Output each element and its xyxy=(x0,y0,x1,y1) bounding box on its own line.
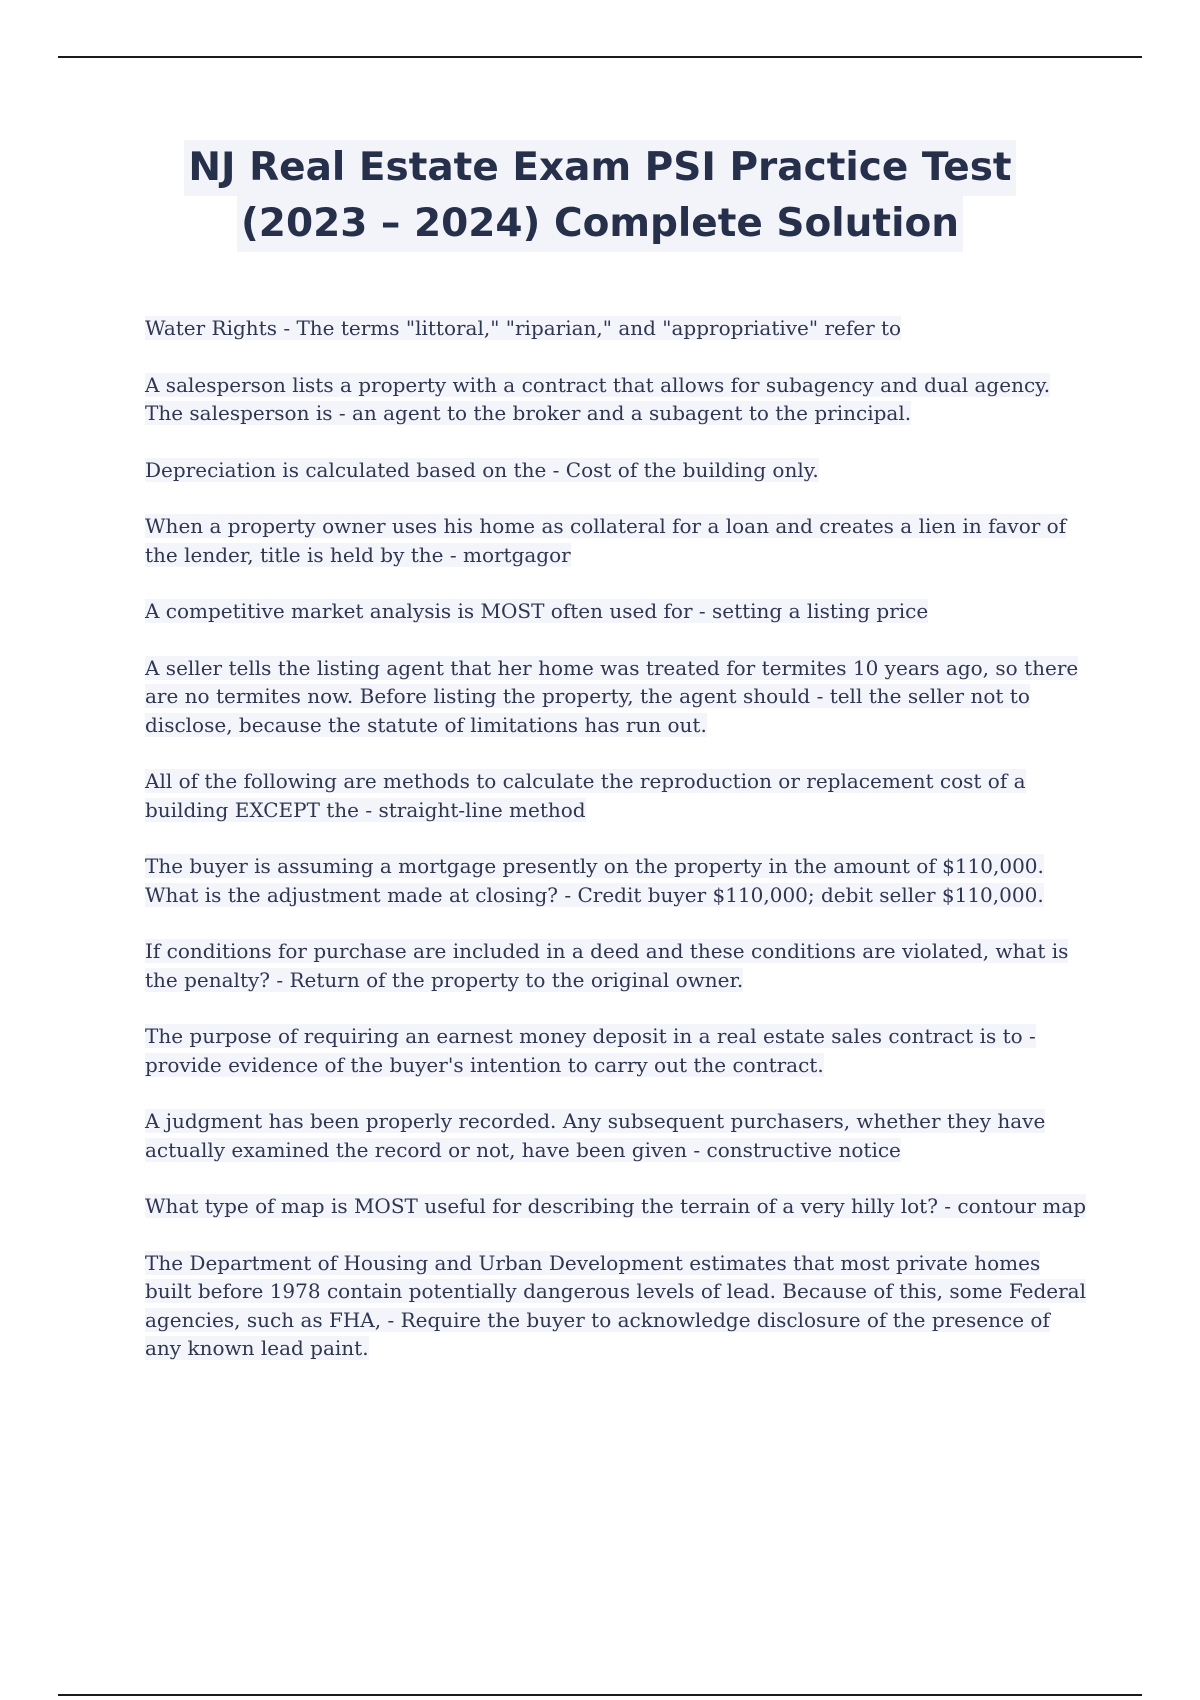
qa-item-subagency: A salesperson lists a property with a contract that allows for subagency and dual agency. The salesperson is - an agent to the broker and a subagent to the principal. xyxy=(145,372,1051,425)
qa-item-replacement-cost: All of the following are methods to calculate the reproduction or replacement cost of a building EXCEPT the - straight-line method xyxy=(145,769,1026,822)
qa-item-termites: A seller tells the listing agent that her home was treated for termites 10 years ago, so there are no termites now. Before listing the property, the agent should - tell the seller not to disclose, because the statute of limitations has run out. xyxy=(145,655,1079,737)
qa-item-assumed-mortgage: The buyer is assuming a mortgage presently on the property in the amount of $110,000. What is the adjustment made at closing? - Credit buyer $110,000; debit seller $110,000. xyxy=(145,854,1044,907)
qa-item-judgment: A judgment has been properly recorded. Any subsequent purchasers, whether they have actually examined the record or not, have been given - constructive notice xyxy=(145,1109,1046,1162)
qa-item-market-analysis: A competitive market analysis is MOST often used for - setting a listing price xyxy=(145,599,929,623)
qa-item-collateral: When a property owner uses his home as collateral for a loan and creates a lien in favor of the lender, title is held by the - mortgagor xyxy=(145,514,1067,567)
bottom-rule xyxy=(58,1694,1142,1696)
qa-item-water-rights: Water Rights - The terms "littoral," "riparian," and "appropriative" refer to xyxy=(145,316,902,340)
page-title xyxy=(0,140,1200,252)
qa-item-lead-paint: The Department of Housing and Urban Development estimates that most private homes built before 1978 contain potentially dangerous levels of lead. Because of this, some Federal agencies, such as FHA, - Require the buyer to acknowledge disclosure of the presence of any known lead paint. xyxy=(145,1250,1086,1360)
qa-item-earnest-money: The purpose of requiring an earnest money deposit in a real estate sales contract is to - provide evidence of the buyer's intention to carry out the contract. xyxy=(145,1024,1036,1077)
qa-item-contour-map: What type of map is MOST useful for describing the terrain of a very hilly lot? - contour map xyxy=(145,1194,1087,1218)
qa-item-depreciation: Depreciation is calculated based on the - Cost of the building only. xyxy=(145,457,819,482)
qa-item-deed-conditions: If conditions for purchase are included in a deed and these conditions are violated, what is the penalty? - Return of the property to the original owner. xyxy=(145,939,1069,992)
title-line-1: NJ Real Estate Exam PSI Practice Test xyxy=(184,140,1015,196)
title-line-2: (2023 – 2024) Complete Solution xyxy=(237,196,963,252)
qa-list xyxy=(145,314,1090,1391)
top-rule xyxy=(58,56,1142,58)
